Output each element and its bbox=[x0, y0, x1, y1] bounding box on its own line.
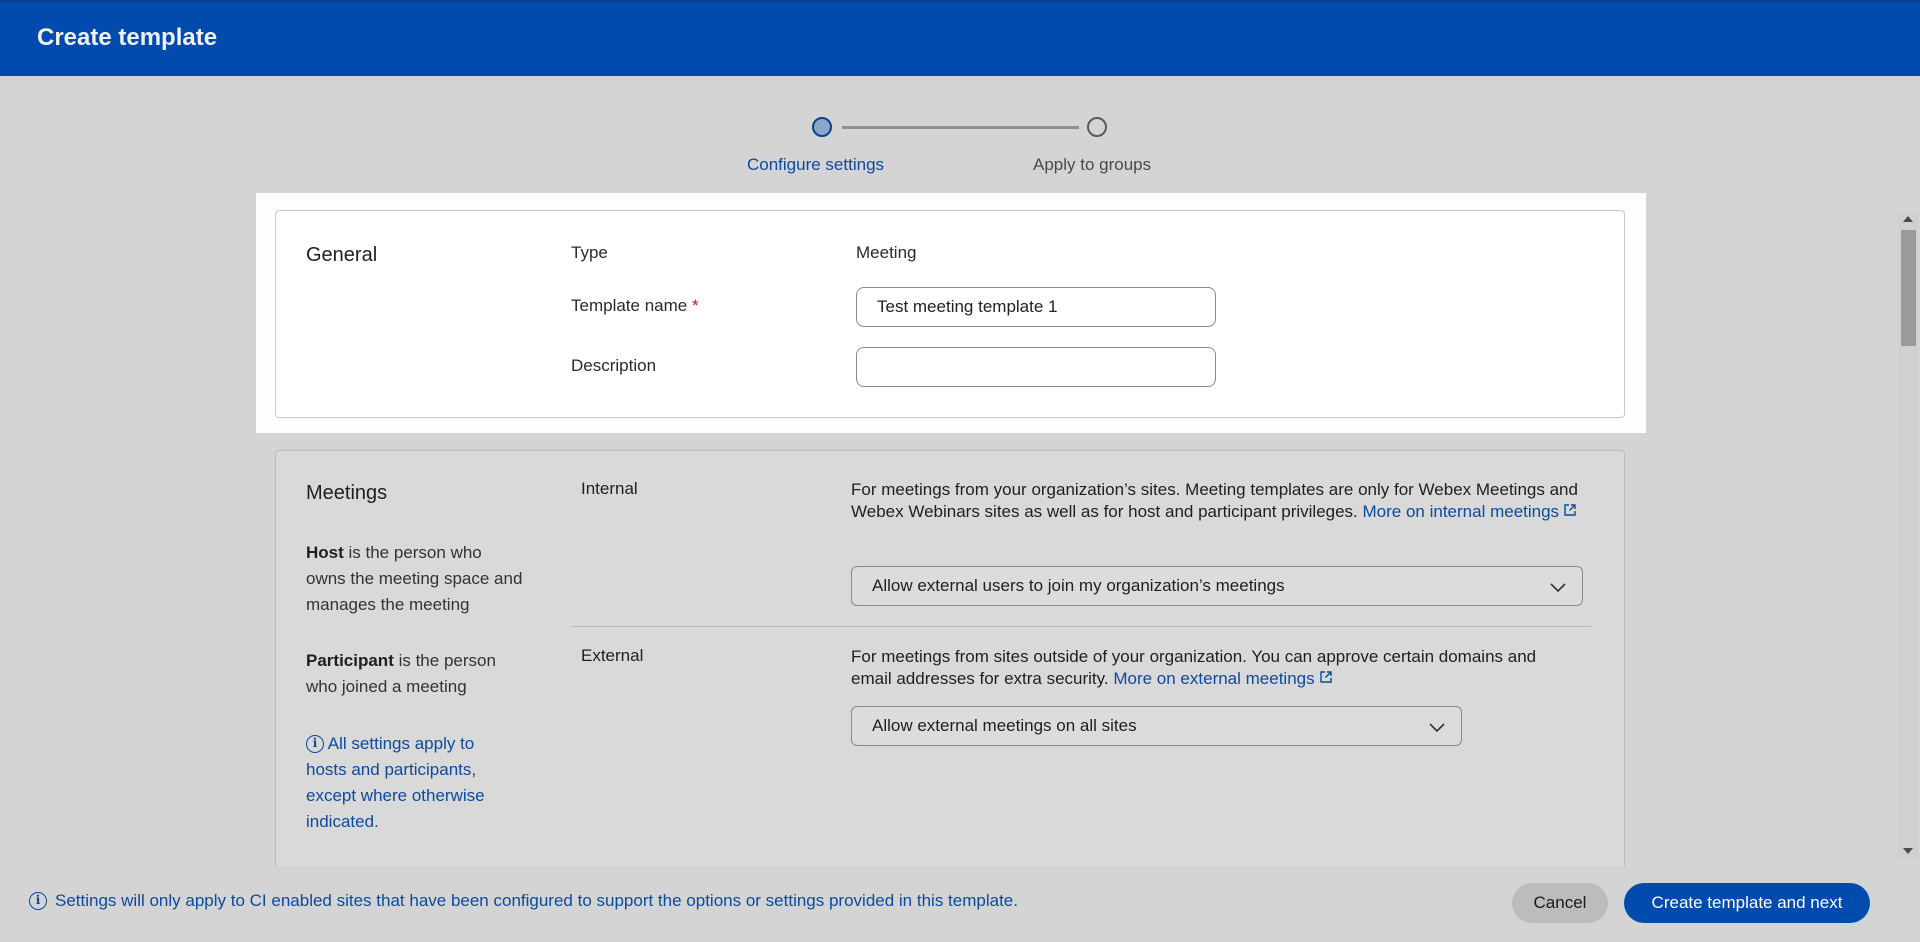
meetings-title: Meetings bbox=[306, 482, 388, 504]
info-icon: i bbox=[29, 892, 47, 910]
cancel-button[interactable]: Cancel bbox=[1512, 883, 1608, 923]
step-2-indicator[interactable] bbox=[1087, 117, 1107, 137]
host-term: Host bbox=[306, 543, 344, 562]
external-description bbox=[851, 646, 1581, 690]
section-divider bbox=[571, 626, 1591, 627]
chevron-down-icon bbox=[1548, 577, 1568, 597]
footer-bar bbox=[0, 866, 1920, 942]
external-meetings-link[interactable] bbox=[1113, 669, 1332, 688]
required-marker: * bbox=[691, 296, 699, 315]
internal-meetings-select[interactable] bbox=[851, 566, 1583, 606]
stepper bbox=[700, 115, 1200, 185]
host-description bbox=[306, 540, 526, 618]
step-1-label[interactable]: Configure settings bbox=[747, 155, 885, 174]
host-desc-text: is the person who owns the meeting space and manages the meeting bbox=[306, 543, 523, 614]
header-bar bbox=[0, 0, 1920, 76]
scroll-up-arrow-icon[interactable] bbox=[1903, 216, 1913, 222]
footer-note bbox=[29, 891, 1018, 911]
settings-note-text: All settings apply to hosts and participants, except where otherwise indicated. bbox=[306, 734, 485, 831]
external-meetings-link-text: More on external meetings bbox=[1113, 669, 1315, 688]
create-template-and-next-button[interactable]: Create template and next bbox=[1624, 883, 1870, 923]
internal-description bbox=[851, 479, 1581, 523]
chevron-down-icon bbox=[1427, 717, 1447, 737]
general-title: General bbox=[306, 244, 378, 266]
description-input[interactable] bbox=[856, 347, 1216, 387]
step-2-label[interactable]: Apply to groups bbox=[1033, 155, 1152, 174]
internal-select-value: Allow external users to join my organization’s meetings bbox=[872, 576, 1285, 595]
vertical-scrollbar[interactable] bbox=[1898, 212, 1918, 860]
template-name-label bbox=[571, 296, 699, 316]
step-connector bbox=[842, 126, 1079, 129]
external-label: External bbox=[581, 646, 644, 665]
page-title: Create template bbox=[37, 24, 218, 51]
general-card bbox=[275, 210, 1625, 418]
internal-meetings-link-text: More on internal meetings bbox=[1362, 502, 1560, 521]
scroll-down-arrow-icon[interactable] bbox=[1903, 848, 1913, 854]
external-link-icon bbox=[1319, 670, 1333, 684]
meetings-card bbox=[275, 450, 1625, 870]
footer-note-text: Settings will only apply to CI enabled sites that have been configured to support the options or settings provided in this template. bbox=[55, 891, 1018, 910]
participant-term: Participant bbox=[306, 651, 394, 670]
scrollbar-thumb[interactable] bbox=[1901, 230, 1916, 346]
external-select-value: Allow external meetings on all sites bbox=[872, 716, 1137, 735]
type-label: Type bbox=[571, 243, 608, 262]
external-description-text: For meetings from sites outside of your organization. You can approve certain domains and email addresses for extra security. bbox=[851, 647, 1537, 688]
template-name-input[interactable] bbox=[856, 287, 1216, 327]
internal-meetings-link[interactable] bbox=[1363, 502, 1578, 521]
type-value: Meeting bbox=[856, 243, 917, 262]
description-label: Description bbox=[571, 356, 657, 375]
step-1-indicator[interactable] bbox=[812, 117, 832, 137]
external-meetings-select[interactable] bbox=[851, 706, 1462, 746]
external-link-icon bbox=[1563, 503, 1577, 517]
internal-description-text: For meetings from your organization’s sites. Meeting templates are only for Webex Meetings and Webex Webinars sites as well as for host and participant privileges. bbox=[851, 480, 1578, 521]
info-icon: i bbox=[306, 735, 324, 753]
template-name-label-text: Template name bbox=[571, 296, 688, 315]
participant-description bbox=[306, 648, 526, 700]
settings-note bbox=[306, 731, 516, 835]
internal-label: Internal bbox=[581, 479, 638, 498]
participant-desc-text: is the person who joined a meeting bbox=[306, 651, 496, 696]
